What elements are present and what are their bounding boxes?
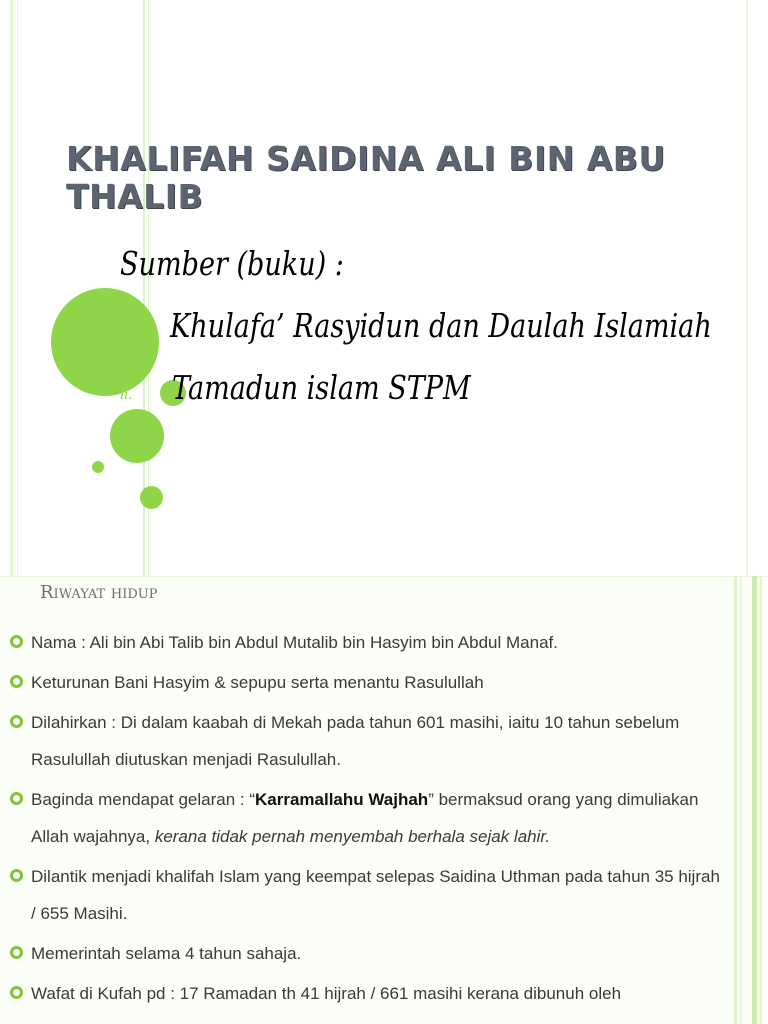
source-label: Sumber (buku) : — [120, 244, 344, 283]
list-item — [8, 781, 728, 855]
bullet-ring-icon — [10, 946, 23, 959]
list-item — [8, 935, 728, 972]
slide-title: KHALIFAH SAIDINA ALI BIN ABU THALIB — [66, 139, 666, 216]
bullet-ring-icon — [10, 792, 23, 805]
section-heading: Riwayat hidup — [40, 582, 158, 603]
bullet-ring-icon — [10, 986, 23, 999]
bullet-text: Memerintah selama 4 tahun sahaja. — [31, 944, 302, 963]
decor-circle-large — [51, 288, 159, 396]
decor-line — [752, 576, 757, 1024]
bullet-text-prefix: Baginda mendapat gelaran : “ — [31, 790, 255, 809]
bullet-list — [8, 624, 728, 1015]
decor-line — [10, 0, 13, 576]
bullet-ring-icon — [10, 635, 23, 648]
list-item — [8, 858, 728, 932]
slide-divider — [0, 576, 768, 577]
bullet-text: Dilantik menjadi khalifah Islam yang keempat selepas Saidina Uthman pada tahun 35 hijrah / 655 Masihi. — [31, 867, 720, 923]
list-item — [8, 704, 728, 778]
bullet-text: Keturunan Bani Hasyim & sepupu serta menantu Rasulullah — [31, 673, 484, 692]
bullet-ring-icon — [10, 675, 23, 688]
content-slide — [0, 576, 768, 1024]
bullet-text: Nama : Ali bin Abi Talib bin Abdul Mutalib bin Hasyim bin Abdul Manaf. — [31, 633, 558, 652]
bullet-ring-icon — [10, 715, 23, 728]
bullet-text: Dilahirkan : Di dalam kaabah di Mekah pada tahun 601 masihi, iaitu 10 tahun sebelum Rasulullah diutuskan menjadi Rasulullah. — [31, 713, 680, 769]
bullet-text-bold: Karramallahu Wajhah — [255, 790, 429, 809]
list-item — [8, 975, 728, 1012]
decor-circle-tiny — [92, 461, 104, 473]
decor-circle-medium — [110, 409, 164, 463]
list-item — [8, 664, 728, 701]
source-item-1: Khulafa’ Rasyidun dan Daulah Islamiah — [170, 306, 712, 345]
bullet-text: Wafat di Kufah pd : 17 Ramadan th 41 hijrah / 661 masihi kerana dibunuh oleh — [31, 984, 622, 1003]
decor-circle-small — [140, 486, 163, 509]
decor-line — [17, 0, 18, 576]
decor-line — [734, 576, 737, 1024]
source-roman-numeral: ii. — [120, 388, 133, 403]
bullet-text-middle: ” bermaksud orang yang dimuliakan Allah wajahnya, — [31, 790, 699, 846]
source-item-2: Tamadun islam STPM — [172, 368, 471, 407]
decor-line — [746, 0, 748, 576]
list-item — [8, 624, 728, 661]
decor-line — [760, 576, 762, 1024]
decor-line — [740, 576, 742, 1024]
bullet-text-italic: kerana tidak pernah menyembah berhala sejak lahir. — [154, 827, 551, 846]
bullet-ring-icon — [10, 869, 23, 882]
